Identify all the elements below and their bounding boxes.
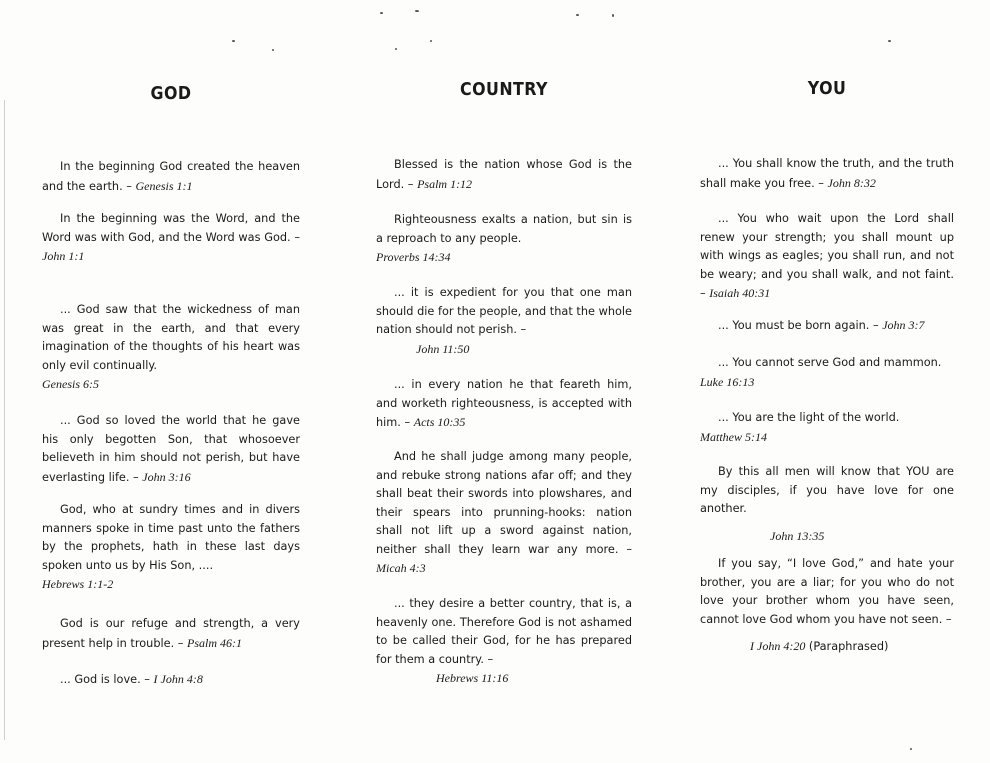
verse-ref: I John 4:20 bbox=[750, 639, 806, 653]
verse-ref: Psalm 46:1 bbox=[187, 635, 243, 650]
verse-ref: Micah 4:3 bbox=[376, 561, 426, 575]
verse-you-5 bbox=[700, 409, 954, 446]
verse-you-1 bbox=[700, 155, 954, 193]
scan-speck bbox=[380, 12, 383, 14]
verse-ref: Hebrews 1:1-2 bbox=[42, 577, 114, 591]
scan-speck bbox=[910, 748, 912, 750]
verse-ref: Luke 16:13 bbox=[700, 374, 755, 389]
verse-you-7 bbox=[700, 555, 954, 657]
verse-text: Righteousness exalts a nation, but sin is a reproach to any people. bbox=[376, 213, 632, 245]
verse-text: In the beginning God created the heaven and the earth. – bbox=[42, 160, 300, 193]
scan-speck bbox=[430, 40, 432, 42]
verse-country-4 bbox=[376, 376, 632, 433]
verse-god-3 bbox=[42, 301, 300, 394]
verse-ref: John 3:7 bbox=[882, 318, 925, 332]
verse-text: ... God is love. – bbox=[60, 673, 150, 686]
verse-text: If you say, “I love God,” and hate your brother, you are a liar; for you who do not love your brother whom you have seen, cannot love God whom you have not seen. – bbox=[700, 557, 954, 626]
verse-ref: Matthew 5:14 bbox=[700, 429, 767, 444]
verse-ref: John 1:1 bbox=[42, 249, 85, 263]
scan-speck bbox=[612, 14, 614, 17]
page-edge-line bbox=[4, 100, 5, 740]
verse-text: God, who at sundry times and in divers manners spoke in time past unto the fathers by the prophets, hath in these last days spoken unto us by His Son, .... bbox=[42, 503, 300, 572]
verse-text: And he shall judge among many people, and rebuke strong nations afar off; and they shall beat their swords into plowshares, and their spears into prunning-hooks: nation shall not lift up a sword against nation, neither shall they learn war any more. – bbox=[376, 450, 632, 556]
verse-text: ... You must be born again. – bbox=[718, 319, 879, 332]
verse-country-2 bbox=[376, 211, 632, 267]
verse-text: ... You cannot serve God and mammon. bbox=[718, 356, 942, 369]
verse-text: In the beginning was the Word, and the Word was with God, and the Word was God. – bbox=[42, 212, 300, 244]
verse-you-3 bbox=[700, 316, 954, 336]
verse-text: Blessed is the nation whose God is the Lord. – bbox=[376, 158, 632, 191]
verse-ref: Acts 10:35 bbox=[413, 415, 466, 429]
verse-ref: John 13:35 bbox=[770, 528, 825, 543]
verse-ref: Isaiah 40:31 bbox=[709, 286, 771, 300]
verse-text: ... God so loved the world that he gave his only begotten Son, that whosoever believeth in him should not perish, but have everlasting life. – bbox=[42, 414, 300, 484]
verse-you-4 bbox=[700, 354, 954, 391]
heading-country: COUNTRY bbox=[460, 79, 548, 100]
verse-ref: John 8:32 bbox=[827, 175, 876, 190]
scan-speck bbox=[395, 48, 397, 50]
verse-ref-line bbox=[700, 637, 954, 657]
verse-god-4 bbox=[42, 412, 300, 487]
heading-god: GOD bbox=[150, 83, 192, 104]
scan-speck bbox=[576, 14, 579, 16]
verse-country-6 bbox=[376, 595, 632, 688]
verse-ref-note: (Paraphrased) bbox=[808, 640, 889, 653]
verse-ref: Psalm 1:12 bbox=[417, 176, 473, 191]
verse-ref: John 11:50 bbox=[416, 341, 470, 356]
verse-text: ... You who wait upon the Lord shall renew your strength; you shall mount up with wings as eagles; you shall run, and not be weary; and you shall walk, and not faint. – bbox=[700, 212, 954, 300]
verse-country-1 bbox=[376, 156, 632, 194]
verse-ref: Genesis 6:5 bbox=[42, 377, 99, 391]
verse-god-5 bbox=[42, 501, 300, 594]
scan-speck bbox=[272, 49, 274, 51]
verse-ref: Proverbs 14:34 bbox=[376, 250, 451, 264]
verse-you-6 bbox=[700, 463, 954, 545]
verse-text: ... You shall know the truth, and the truth shall make you free. – bbox=[700, 157, 954, 190]
heading-you: YOU bbox=[807, 78, 847, 99]
verse-country-3 bbox=[376, 284, 632, 358]
verse-text: ... You are the light of the world. bbox=[718, 411, 900, 424]
verse-god-6 bbox=[42, 615, 300, 653]
scan-speck bbox=[888, 40, 891, 42]
verse-text: ... God saw that the wickedness of man was great in the earth, and that every imagination of the thoughts of his heart was only evil continually. bbox=[42, 303, 300, 372]
scan-speck bbox=[415, 10, 419, 12]
verse-ref: Genesis 1:1 bbox=[135, 178, 193, 193]
verse-country-5 bbox=[376, 448, 632, 579]
verse-text: ... it is expedient for you that one man should die for the people, and that the whole nation should not perish. – bbox=[376, 286, 632, 336]
verse-ref: Hebrews 11:16 bbox=[436, 671, 509, 685]
verse-text: By this all men will know that YOU are my disciples, if you have love for one another. bbox=[700, 465, 954, 515]
verse-god-2 bbox=[42, 210, 300, 267]
verse-text: ... they desire a better country, that is, a heavenly one. Therefore God is not ashamed to be called their God, for he has prepared for them a country. – bbox=[376, 597, 632, 666]
verse-god-1 bbox=[42, 158, 300, 196]
verse-you-2 bbox=[700, 210, 954, 304]
verse-god-7 bbox=[42, 670, 300, 690]
verse-text: ... in every nation he that feareth him, and worketh righteousness, is accepted with him. – bbox=[376, 378, 632, 429]
verse-ref: I John 4:8 bbox=[153, 672, 203, 686]
scan-speck bbox=[232, 40, 235, 42]
verse-ref: John 3:16 bbox=[142, 469, 191, 484]
verse-text: God is our refuge and strength, a very present help in trouble. – bbox=[42, 617, 300, 650]
